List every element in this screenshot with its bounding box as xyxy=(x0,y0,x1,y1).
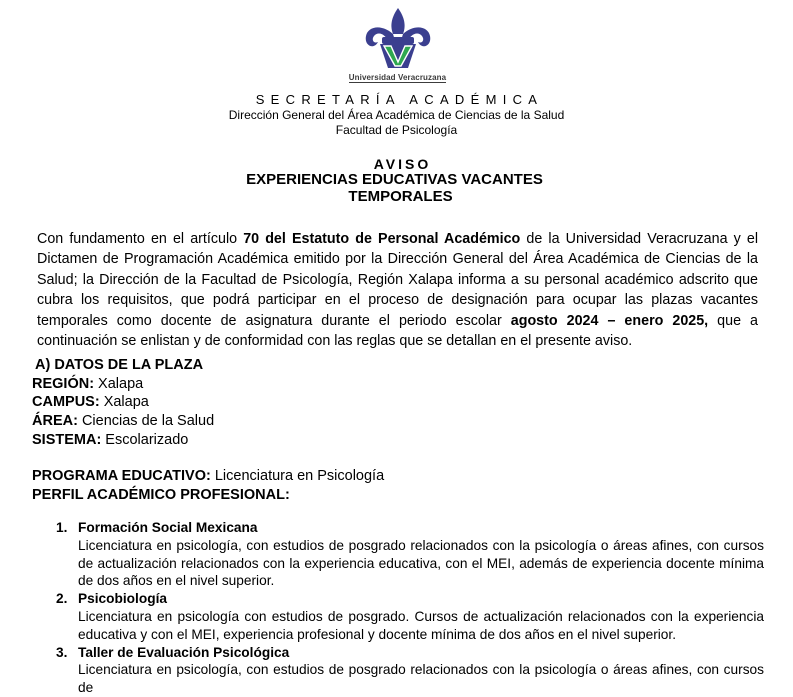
title-line-2: TEMPORALES xyxy=(348,188,453,205)
document-header xyxy=(0,92,793,138)
list-item xyxy=(56,644,764,697)
list-item xyxy=(56,519,764,590)
fleur-de-lis-v-icon xyxy=(360,4,436,72)
field-label: REGIÓN: xyxy=(32,375,95,392)
direccion-general: Dirección General del Área Académica de Ciencias de la Salud xyxy=(228,108,565,122)
university-logo xyxy=(340,4,455,84)
intro-paragraph xyxy=(37,229,758,351)
secretaria-heading: SECRETARÍA ACADÉMICA xyxy=(255,92,544,107)
field-area xyxy=(32,412,214,431)
item-title: Taller de Evaluación Psicológica xyxy=(78,644,290,660)
item-body: Licenciatura en psicología, con estudios de posgrado relacionados con la psicología o áreas afines, con cursos de xyxy=(78,662,764,696)
perfil-heading: PERFIL ACADÉMICO PROFESIONAL: xyxy=(32,486,290,503)
field-value: Xalapa xyxy=(99,394,149,411)
field-label: SISTEMA: xyxy=(32,431,102,448)
list-item xyxy=(56,590,764,643)
document-title xyxy=(0,156,793,205)
datos-de-la-plaza xyxy=(32,356,214,450)
programa-educativo xyxy=(32,467,384,504)
item-number: 1. xyxy=(56,520,68,535)
facultad: Facultad de Psicología xyxy=(335,123,458,137)
field-label: CAMPUS: xyxy=(32,394,100,411)
intro-bold-estatuto: 70 del Estatuto de Personal Académico xyxy=(243,231,521,247)
item-title: Psicobiología xyxy=(78,591,167,607)
programa-value: Licenciatura en Psicología xyxy=(210,468,385,484)
item-body: Licenciatura en psicología, con estudios de posgrado relacionados con la psicología o áreas afines, con cursos de actualización relacionados con la experiencia educativa, con el MEI, además de experiencia docente mínima de dos años en el nivel superior. xyxy=(78,537,764,589)
intro-text: que a continuación se enlistan y de conformidad con las reglas que se detallan en el presente aviso. xyxy=(37,312,758,350)
field-value: Xalapa xyxy=(94,375,144,392)
title-line-1: EXPERIENCIAS EDUCATIVAS VACANTES xyxy=(246,171,543,188)
programa-label: PROGRAMA EDUCATIVO: xyxy=(32,468,211,484)
section-a-heading: A) DATOS DE LA PLAZA xyxy=(35,357,204,373)
intro-text: Con fundamento en el artículo xyxy=(37,231,244,247)
field-sistema xyxy=(32,431,214,450)
intro-text: de la Universidad Veracruzana y el Dictamen de Programación Académica emitido por la Dirección General del Área Académica de Ciencias de la Salud; la Dirección de la Facultad de Psicología, Región Xalapa informa a su personal académico adscrito que cubra los requisitos, que podrá participar en el proceso de designación para ocupar las plazas vacantes temporales como docente de asignatura durante el periodo escolar xyxy=(37,231,759,329)
aviso-title: AVISO xyxy=(373,156,432,172)
item-body: Licenciatura en psicología con estudios de posgrado. Cursos de actualización relacionados con la experiencia educativa y con el MEI, experiencia profesional y docente mínima de dos años en el nivel superior. xyxy=(78,608,764,642)
intro-bold-periodo: agosto 2024 – enero 2025, xyxy=(510,312,709,329)
logo-caption: Universidad Veracruzana xyxy=(348,73,447,82)
field-region xyxy=(32,375,214,394)
item-number: 2. xyxy=(56,591,68,607)
field-value: Escolarizado xyxy=(101,431,189,448)
item-number: 3. xyxy=(56,644,68,660)
field-label: ÁREA: xyxy=(32,413,78,430)
field-campus xyxy=(32,393,214,412)
programa-line xyxy=(32,467,384,486)
item-title: Formación Social Mexicana xyxy=(78,520,258,535)
experiencias-list xyxy=(56,519,764,697)
field-value: Ciencias de la Salud xyxy=(77,413,215,430)
